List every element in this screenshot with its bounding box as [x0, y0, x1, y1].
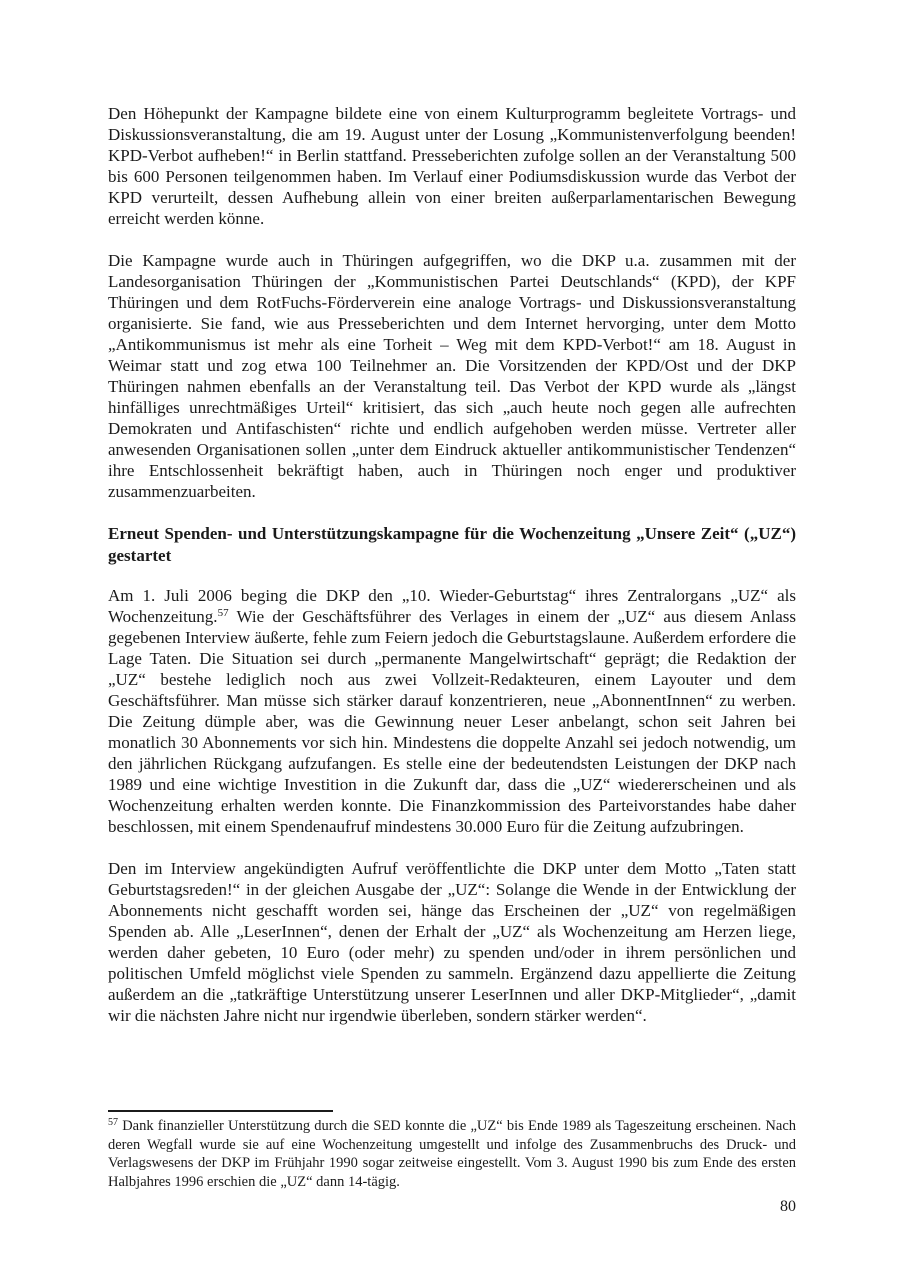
footnote-57	[108, 1117, 796, 1191]
footnote-57-text: Dank finanzieller Unterstützung durch die SED konnte die „UZ“ bis Ende 1989 als Tageszeitung erscheinen. Nach deren Wegfall wurde sie auf eine Wochenzeitung umgestellt und infolge des Zusammenbruchs des Druck- und Verlagswesens der DKP im Frühjahr 1990 sogar zeitweise eingestellt. Vom 3. August 1990 bis zum Ende des ersten Halbjahres 1996 erschien die „UZ“ dann 14-tägig.	[108, 1118, 796, 1190]
paragraph-thueringen-campaign: Die Kampagne wurde auch in Thüringen aufgegriffen, wo die DKP u.a. zusammen mit der Landesorganisation Thüringen der „Kommunistischen Partei Deutschlands“ (KPD), der KPF Thüringen und dem RotFuchs-Förderverein eine analoge Vortrags- und Diskussionsveranstaltung organisierte. Sie fand, wie aus Presseberichten und dem Internet hervorging, unter dem Motto „Antikommunismus ist mehr als eine Torheit – Weg mit dem KPD-Verbot!“ am 18. August in Weimar statt und zog etwa 100 Teilnehmer an. Die Vorsitzenden der KPD/Ost und der DKP Thüringen nahmen ebenfalls an der Veranstaltung teil. Das Verbot der KPD wurde als „längst hinfälliges unrechtmäßiges Urteil“ kritisiert, das sich „auch heute noch gegen alle aufrechten Demokraten und Antifaschisten“ richte und endlich aufgehoben werden müsse. Vertreter aller anwesenden Organisationen sollen „unter dem Eindruck aktueller antikommunistischer Tendenzen“ ihre Entschlossenheit bekräftigt haben, auch in Thüringen noch enger und produktiver zusammenzuarbeiten.	[108, 251, 796, 501]
page-number: 80	[780, 1198, 796, 1215]
footnote-area	[108, 1110, 796, 1191]
paragraph-spendenaufruf: Den im Interview angekündigten Aufruf veröffentlichte die DKP unter dem Motto „Taten statt Geburtstagsreden!“ in der gleichen Ausgabe der „UZ“: Solange die Wende in der Entwicklung der Abonnements nicht geschafft worden sei, hänge das Erscheinen der „UZ“ von regelmäßigen Spenden ab. Alle „LeserInnen“, denen der Erhalt der „UZ“ als Wochenzeitung am Herzen liege, werden daher gebeten, 10 Euro (oder mehr) zu spenden und/oder in ihrem persönlichen und politischen Umfeld möglichst viele Spenden zu sammeln. Ergänzend dazu appellierte die Zeitung außerdem an die „tatkräftige Unterstützung unserer LeserInnen und aller DKP-Mitglieder“, „damit wir die nächsten Jahre nicht nur irgendwie überleben, sondern stärker werden“.	[108, 859, 796, 1025]
footnote-57-marker: 57	[108, 1117, 118, 1128]
section-heading-uz-kampagne: Erneut Spenden- und Unterstützungskampagne für die Wochenzeitung „Unsere Zeit“ („UZ“) gestartet	[108, 524, 796, 565]
paragraph-uz-anniversary-text-cont: Wie der Geschäftsführer des Verlages in einem der „UZ“ aus diesem Anlass gegebenen Interview äußerte, fehle zum Feiern jedoch die Geburtstagslaune. Außerdem erfordere die Lage Taten. Die Situation sei durch „permanente Mangelwirtschaft“ geprägt; die Redaktion der „UZ“ bestehe lediglich noch aus zwei Vollzeit-Redakteuren, einem Layouter und dem Geschäftsführer. Man müsse sich stärker darauf konzentrieren, neue „AbonnentInnen“ zu werben. Die Zeitung dümple aber, was die Gewinnung neuer Leser anbelangt, schon seit Jahren bei monatlich 30 Abonnements vor sich hin. Mindestens die doppelte Anzahl sei jedoch notwendig, um den jährlichen Rückgang aufzufangen. Es stelle eine der bedeutendsten Leistungen der DKP nach 1989 und eine wichtige Investition in die Zukunft dar, dass die „UZ“ wiedererscheinen und als Wochenzeitung erhalten werden konnte. Die Finanzkommission des Parteivorstandes habe daher beschlossen, mit einem Spendenaufruf mindestens 30.000 Euro für die Zeitung aufzubringen.	[108, 607, 796, 836]
paragraph-uz-anniversary	[108, 585, 796, 837]
paragraph-uz-anniversary-text: Am 1. Juli 2006 beging die DKP den „10. Wieder-Geburtstag“ ihres Zentralorgans „UZ“ als Wochenzeitung.	[108, 586, 796, 626]
footnote-reference-57: 57	[217, 607, 229, 619]
paragraph-campaign-highlight: Den Höhepunkt der Kampagne bildete eine von einem Kulturprogramm begleitete Vortrags- und Diskussionsveranstaltung, die am 19. August unter der Losung „Kommunistenverfolgung beenden! KPD-Verbot aufheben!“ in Berlin stattfand. Presseberichten zufolge sollen an der Veranstaltung 500 bis 600 Personen teilgenommen haben. Im Verlauf einer Podiumsdiskussion wurde das Verbot der KPD verurteilt, dessen Aufhebung allein von einer breiten außerparlamentarischen Bewegung erreicht werden könne.	[108, 104, 796, 228]
footnote-rule	[108, 1110, 333, 1112]
page-content	[108, 103, 796, 1047]
